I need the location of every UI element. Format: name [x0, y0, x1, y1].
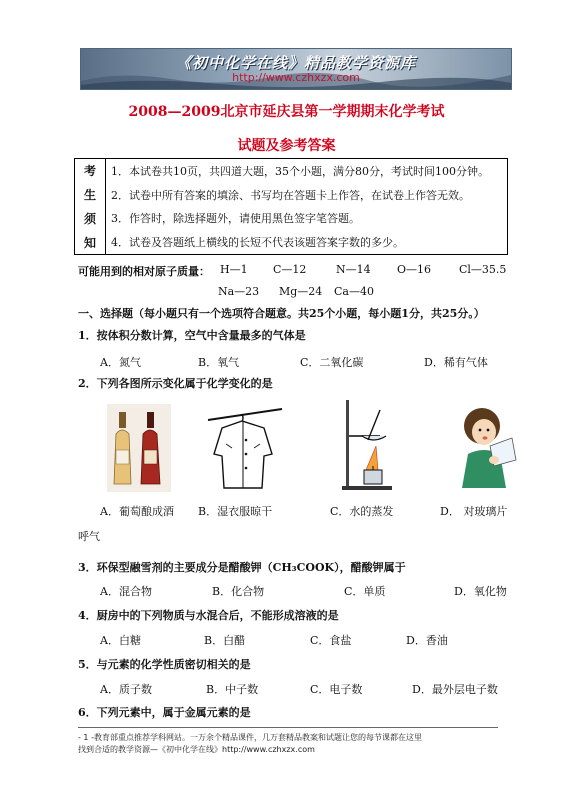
question-stem: 6．下列元素中，属于金属元素的是: [78, 706, 251, 719]
atomic-mass-item: H—1: [220, 263, 248, 276]
evaporation-apparatus-picture: [336, 396, 398, 492]
answer-option[interactable]: C．食盐: [310, 634, 352, 647]
answer-option[interactable]: C．二氧化碳: [300, 356, 364, 369]
question-stem: 3．环保型融雪剂的主要成分是醋酸钾（CH₃COOK），醋酸钾属于: [78, 561, 406, 574]
option-continuation: 呼气: [78, 530, 100, 543]
hanging-clothes-picture: [202, 404, 287, 492]
question-stem: 5．与元素的化学性质密切相关的是: [78, 658, 251, 671]
girl-breathing-on-glass-picture: [450, 402, 522, 490]
atomic-mass-item: C—12: [273, 263, 307, 276]
exam-subtitle: 试题及参考答案: [237, 138, 336, 154]
notice-heading-char: 知: [83, 235, 96, 250]
answer-option[interactable]: B．白醋: [204, 634, 246, 647]
atomic-mass-item: N—14: [336, 263, 371, 276]
atomic-mass-item: Na—23: [218, 285, 260, 298]
notice-heading-char: 生: [83, 188, 96, 203]
atomic-mass-item: Mg—24: [279, 285, 323, 298]
notice-item: 3．作答时，除选择题外，请使用黑色签字笔答题。: [111, 212, 360, 226]
atomic-mass-item: Cl—35.5: [459, 263, 507, 276]
answer-option[interactable]: D．香油: [406, 634, 448, 647]
question-stem: 2．下列各图所示变化属于化学变化的是: [78, 377, 273, 390]
answer-option[interactable]: B．中子数: [206, 683, 259, 696]
answer-option[interactable]: A．混合物: [100, 585, 152, 598]
answer-option[interactable]: D． 对玻璃片: [440, 505, 508, 518]
notice-heading: [75, 159, 106, 254]
answer-option[interactable]: B．湿衣服晾干: [198, 505, 273, 518]
banner-title: 《初中化学在线》精品教学资源库: [175, 54, 416, 72]
exam-title: 2008—2009北京市延庆县第一学期期末化学考试: [128, 104, 445, 120]
answer-option[interactable]: C．单质: [344, 585, 386, 598]
answer-option[interactable]: A．葡萄酿成酒: [100, 505, 174, 518]
footer-line[interactable]: 找到合适的教学资源—《初中化学在线》http://www.czhxzx.com: [78, 745, 315, 754]
answer-option[interactable]: D．稀有气体: [424, 356, 488, 369]
question-stem: 1．按体积分数计算，空气中含量最多的气体是: [78, 329, 306, 342]
page-footer: [78, 732, 508, 756]
section-header: 一、选择题（每小题只有一个选项符合题意。共25个小题，每小题1分，共25分。）: [78, 307, 485, 320]
answer-option[interactable]: C．电子数: [310, 683, 363, 696]
wine-bottles-picture: [107, 404, 171, 492]
answer-option[interactable]: D．氧化物: [454, 585, 507, 598]
site-banner: [80, 48, 512, 90]
answer-option[interactable]: D．最外层电子数: [412, 683, 498, 696]
atomic-mass-item: O—16: [397, 263, 432, 276]
question-stem: 4．厨房中的下列物质与水混合后，不能形成溶液的是: [78, 609, 339, 622]
atomic-mass-item: Ca—40: [334, 285, 374, 298]
answer-option[interactable]: A．氮气: [100, 356, 141, 369]
notice-heading-char: 考: [83, 164, 96, 179]
atomic-mass-label: 可能用到的相对原子质量：: [78, 265, 210, 278]
answer-option[interactable]: A．白糖: [100, 634, 141, 647]
notice-item: 1．本试卷共10页，共四道大题，35个小题，满分80分，考试时间100分钟。: [111, 164, 489, 178]
answer-option[interactable]: A．质子数: [100, 683, 152, 696]
footer-divider: [78, 727, 498, 728]
candidate-notice-box: [74, 158, 508, 255]
notice-heading-char: 须: [83, 211, 96, 226]
answer-option[interactable]: C．水的蒸发: [330, 505, 394, 518]
notice-list: [106, 159, 507, 254]
banner-url[interactable]: http://www.czhxzx.com: [232, 71, 360, 84]
notice-item: 2．试卷中所有答案的填涂、书写均在答题卡上作答，在试卷上作答无效。: [111, 188, 470, 202]
notice-item: 4．试卷及答题纸上横线的长短不代表该题答案字数的多少。: [111, 236, 404, 250]
footer-line: - 1 -教育部重点推荐学科网站。一万余个精品课件，几万套精品教案和试题让您的每节课都在这里: [78, 733, 422, 742]
answer-option[interactable]: B．化合物: [212, 585, 265, 598]
answer-option[interactable]: B．氧气: [198, 356, 240, 369]
